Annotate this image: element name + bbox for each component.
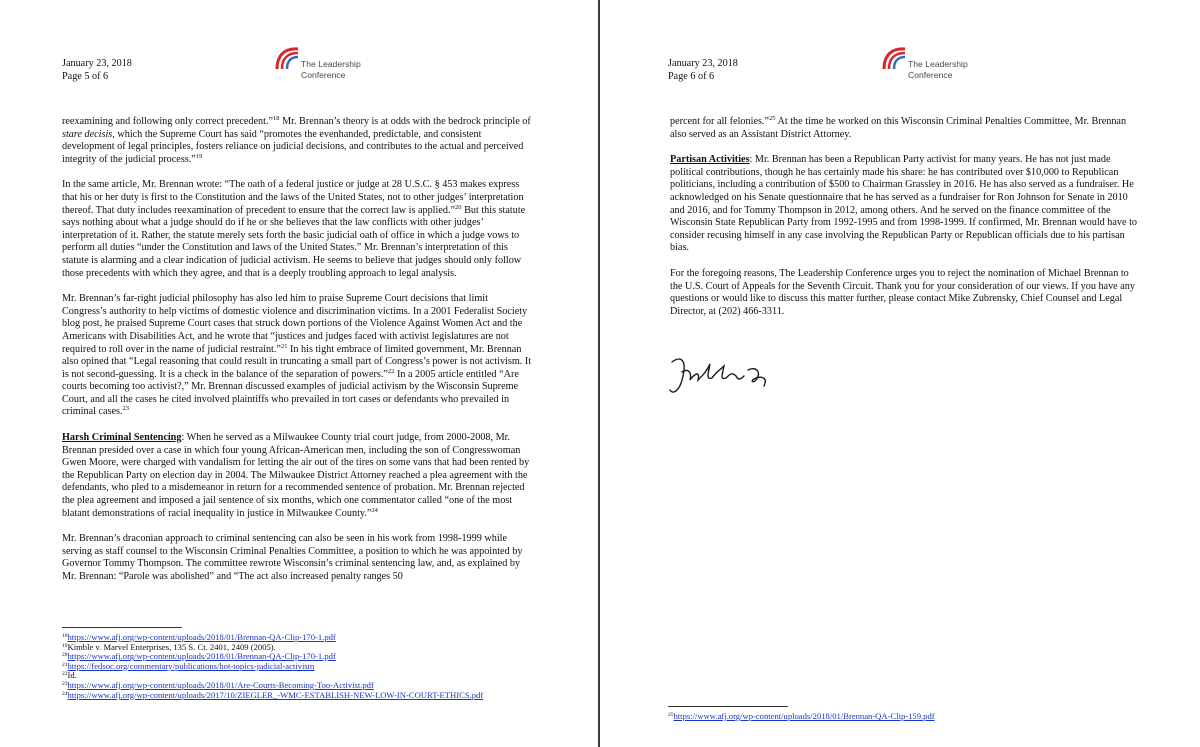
footnote <box>668 712 1138 722</box>
footnote-number: 23 <box>62 680 68 687</box>
document-page-5 <box>0 0 598 747</box>
header-date: January 23, 2018 <box>668 58 738 69</box>
footnote-link[interactable]: https://www.afj.org/wp-content/uploads/2018/01/Brennan-QA-Clip-170-1.pdf <box>67 651 336 662</box>
footnote-text: Id. <box>67 670 77 681</box>
footnote-ref[interactable]: 18 <box>273 115 280 122</box>
page-body <box>62 116 532 597</box>
header-date: January 23, 2018 <box>62 58 132 69</box>
footnote-number: 21 <box>62 661 68 668</box>
footnote-number: 18 <box>62 633 68 639</box>
document-page-6 <box>600 0 1200 747</box>
signature-image <box>666 350 786 400</box>
logo-arc-icon <box>273 45 303 71</box>
logo-line-1: The Leadership <box>301 59 361 69</box>
header-page-number: Page 5 of 6 <box>62 71 109 82</box>
footnote-ref[interactable]: 25 <box>769 115 776 122</box>
footnote-ref[interactable]: 21 <box>280 342 288 350</box>
footnote-ref[interactable]: 24 <box>371 506 378 514</box>
logo-line-2: Conference <box>301 70 346 80</box>
paragraph: Mr. Brennan’s draconian approach to criminal sentencing can also be seen in his work from 1998-1999 while serving as staff counsel to the Wisconsin Criminal Penalties Committee, a position to which he was appointed by Governor Tommy Thompson. The committee rewrote Wisconsin’s criminal sentencing law, and, as explained by Mr. Brennan: “Parole was abolished” and “The act also increased penalty ranges 50 <box>62 533 523 582</box>
paragraph: Harsh Criminal Sentencing: When he served as a Milwaukee County trial court judge, from 2000-2008, Mr. Brennan presided over a case in which four young African-American men, including the son of Congresswoman Gwen Moore, were charged with vandalism for letting the air out of the tires on some vans that had been rented by the Republican Party on election day in 2004. The Milwaukee District Attorney reached a plea agreement with the defendants, who pled to a misdemeanor in return for a recommended sentence of probation. Mr. Brennan rejected the plea agreement and imposed a jail sentence of six months, which one commentator called “one of the most blatant demonstrations of racial inequality in justice in Milwaukee County.”$^{24}$ <box>62 432 530 519</box>
logo-arc-icon <box>880 45 910 71</box>
paragraph: In the same article, Mr. Brennan wrote: “The oath of a federal justice or judge at 28 U.S.C. § 453 makes express that his or her duty is first to the Constitution and the laws of the United States, not to other judges’ interpretation thereof. That duty includes reexamination of precedent to ensure that the correct law is applied.”$^{20}$ But this statute says nothing about what a judge should do if he or she believes that the law conflicts with other judges’ interpretation of it. Rather, the statute merely sets forth the basic judicial oath of office in which a judge vows to perform all duties “under the Constitution and laws of the United States.” Mr. Brennan’s interpretation of this statute is alarming and a clear indication of judicial activism. He seems to believe that judges should only follow those precedents with which they agree, and that is a deeply troubling approach to legal analysis. <box>62 179 526 279</box>
paragraph: Partisan Activities: Mr. Brennan has been a Republican Party activist for many years. He has not just made political contributions, though he has certainly made his share: he has contributed over $10,000 to Republican politicians, including a contribution of $500 to Chairman Grassley in 2016. He has also served as a fundraiser. He acknowledged on his Senate questionnaire that he has served as a fundraiser for Ron Johnson for Senate in 2010 and 2016, and for Tommy Thompson in 2012, among others. And he served on the finance committee of the Wisconsin State Republican Party from 1992-1995 and from 1998-1999. If confirmed, Mr. Brennan would have to consider recusing himself in any case involving the Republican Party or Republican officials due to his partisan bias. <box>670 154 1137 254</box>
section-heading: Harsh Criminal Sentencing <box>62 432 182 444</box>
footnote-link[interactable]: https://www.afj.org/wp-content/uploads/2017/10/ZIEGLER_-WMC-ESTABLISH-NEW-LOW-IN-COURT-ETHICS.pdf <box>67 689 484 700</box>
footnote-ref[interactable]: 19 <box>195 152 203 160</box>
footnote-link[interactable]: https://www.afj.org/wp-content/uploads/2018/01/Are-Courts-Becoming-Too-Activist.pdf <box>67 679 374 690</box>
logo-line-1: The Leadership <box>908 59 968 69</box>
footnote <box>62 662 532 672</box>
footnotes <box>668 712 1138 722</box>
section-heading: Partisan Activities <box>670 154 750 166</box>
footnote-link[interactable]: https://www.afj.org/wp-content/uploads/2018/01/Brennan-QA-Clip-159.pdf <box>673 711 935 721</box>
leadership-conference-logo <box>273 45 393 87</box>
page-body <box>670 116 1140 331</box>
paragraph: reexamining and following only correct precedent.”$^{18}$ Mr. Brennan’s theory is at odds with the bedrock principle of stare decisis, which the Supreme Court has said “promotes the evenhanded, predictable, and consistent development of legal principles, fosters reliance on judicial decisions, and contributes to the actual and perceived integrity of the judicial process.”$^{19}$ <box>62 115 531 165</box>
footnote-number: 19 <box>62 642 68 649</box>
page-header <box>668 57 738 83</box>
paragraph: percent for all felonies.”$^{25}$ At the time he worked on this Wisconsin Criminal Penalties Committee, Mr. Brennan also served as an Assistant District Attorney. <box>670 115 1127 140</box>
footnote-ref[interactable]: 20 <box>455 203 462 211</box>
footnote <box>62 691 532 701</box>
header-page-number: Page 6 of 6 <box>668 71 715 82</box>
footnote-ref[interactable]: 23 <box>122 405 130 413</box>
footnote-link[interactable]: https://fedsoc.org/commentary/publications/hot-topics-judicial-activism <box>67 660 315 671</box>
paragraph: Mr. Brennan’s far-right judicial philosophy has also led him to praise Supreme Court decisions that limit Congress’s authority to help victims of domestic violence and discrimination victims. In a 2001 Federalist Society blog post, he praised Supreme Court cases that struck down portions of the Violence Against Women Act and the Americans with Disabilities Act, and he wrote that “justices and judges faced with activist legislatures are not required to roll over in the name of judicial restraint.”$^{21}$ In his tight embrace of limited government, Mr. Brennan also opined that “Legal reasoning that could result in truncating a small part of Congress’s power is not activism. It is not second-guessing. It is a check in the balance of the separation of powers.”$^{22}$ In a 2005 article entitled “Are courts becoming too activist?,” Mr. Brennan discussed examples of judicial activism by the Wisconsin Supreme Court, and all the cases he cited involved plaintiffs who prevailed in tort cases or defendants who prevailed in criminal cases.$^{23}$ <box>62 293 532 418</box>
footnote-link[interactable]: https://www.afj.org/wp-content/uploads/2018/01/Brennan-QA-Clip-170-1.pdf <box>67 632 336 642</box>
signature <box>666 350 786 405</box>
footnote-text: Kimble v. Marvel Enterprises, 135 S. Ct. 2401, 2409 (2005). <box>67 641 276 652</box>
footnote-divider <box>668 706 788 707</box>
footnote-number: 20 <box>62 652 68 659</box>
leadership-conference-logo <box>880 45 1000 87</box>
logo-line-2: Conference <box>908 70 953 80</box>
footnote-number: 25 <box>668 712 674 718</box>
footnote-number: 22 <box>62 671 68 678</box>
paragraph: For the foregoing reasons, The Leadership Conference urges you to reject the nomination of Michael Brennan to the U.S. Court of Appeals for the Seventh Circuit. Thank you for your consideration of our views. If you have any questions or would like to discuss this matter further, please contact Mike Zubrensky, Chief Counsel and Legal Director, at (202) 466-3311. <box>670 267 1135 317</box>
footnotes <box>62 633 532 700</box>
footnote-ref[interactable]: 22 <box>387 367 395 375</box>
footnote-number: 24 <box>62 690 68 697</box>
footnote-divider <box>62 627 182 628</box>
page-header <box>62 57 132 83</box>
